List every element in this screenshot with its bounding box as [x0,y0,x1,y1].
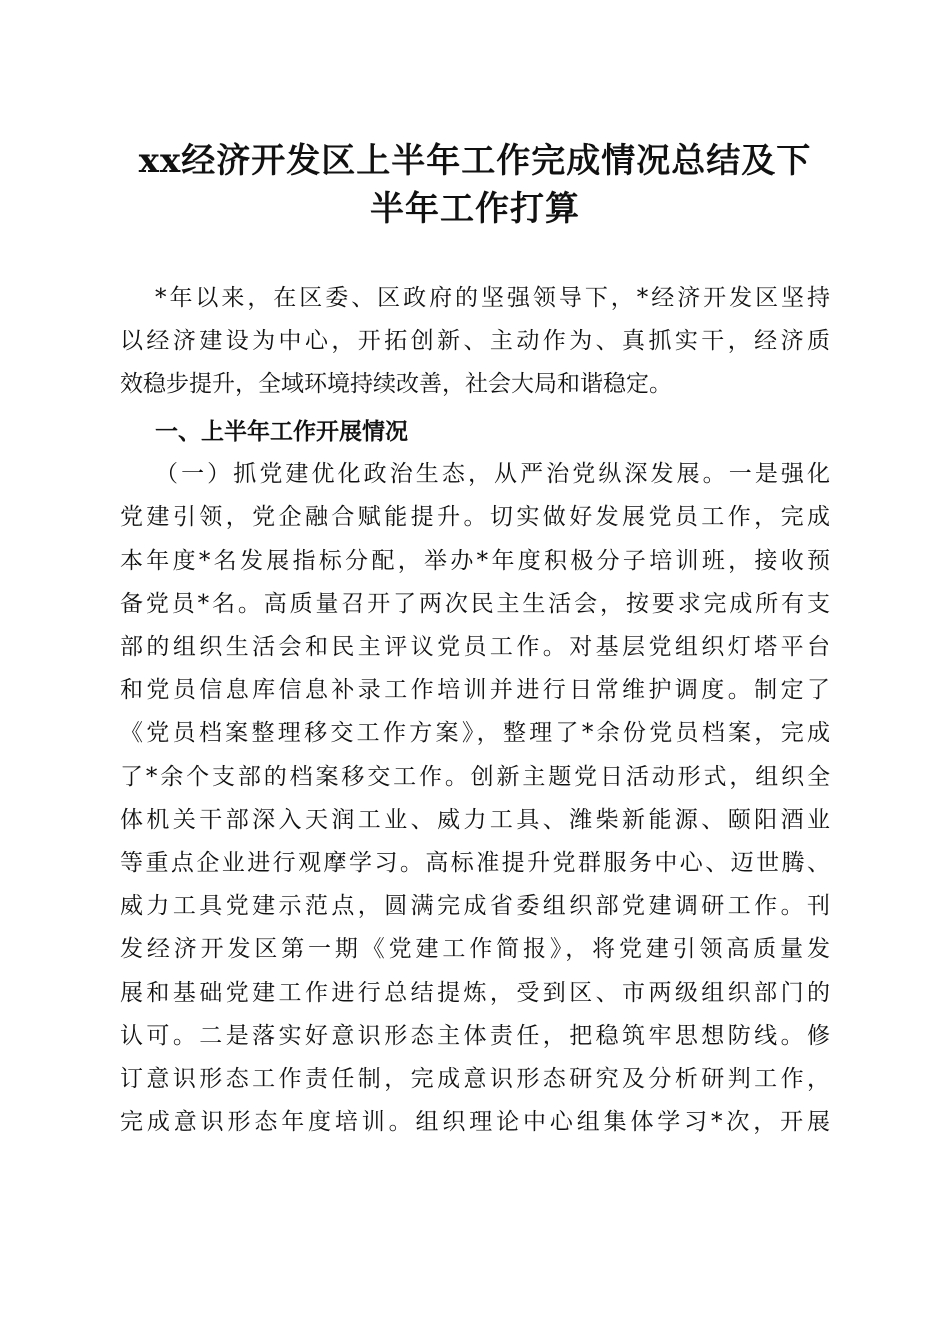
document-title-line-1: xx经济开发区上半年工作完成情况总结及下 [138,141,812,181]
body-line-10: 等重点企业进行观摩学习。高标准提升党群服务中心、迈世腾、 [120,850,830,876]
body-line-4: 备党员*名。高质量召开了两次民主生活会，按要求完成所有支 [120,591,830,617]
body-line-12: 发经济开发区第一期《党建工作简报》，将党建引领高质量发 [120,936,830,962]
body-line-5: 部的组织生活会和民主评议党员工作。对基层党组织灯塔平台 [120,634,830,660]
body-line-2: 党建引领，党企融合赋能提升。切实做好发展党员工作，完成 [120,504,830,530]
intro-line-3: 效稳步提升，全域环境持续改善，社会大局和谐稳定。 [120,371,672,397]
body-line-15: 订意识形态工作责任制，完成意识形态研究及分析研判工作， [120,1066,830,1092]
body-line-8: 了*余个支部的档案移交工作。创新主题党日活动形式，组织全 [120,764,830,790]
body-line-1: （一）抓党建优化政治生态，从严治党纵深发展。一是强化 [155,461,830,487]
body-line-3: 本年度*名发展指标分配，举办*年度积极分子培训班，接收预 [120,548,830,574]
body-line-6: 和党员信息库信息补录工作培训并进行日常维护调度。制定了 [120,677,830,703]
intro-line-2: 以经济建设为中心，开拓创新、主动作为、真抓实干，经济质 [120,328,830,354]
body-line-11: 威力工具党建示范点，圆满完成省委组织部党建调研工作。刊 [120,893,830,919]
body-line-13: 展和基础党建工作进行总结提炼，受到区、市两级组织部门的 [120,980,830,1006]
body-line-7: 《党员档案整理移交工作方案》，整理了*余份党员档案，完成 [120,720,830,746]
body-line-9: 体机关干部深入天润工业、威力工具、潍柴新能源、颐阳酒业 [120,807,830,833]
body-line-14: 认可。二是落实好意识形态主体责任，把稳筑牢思想防线。修 [120,1023,830,1049]
body-line-16: 完成意识形态年度培训。组织理论中心组集体学习*次，开展 [120,1109,830,1135]
section-1-heading: 一、上半年工作开展情况 [155,419,408,445]
document-title-line-2: 半年工作打算 [370,189,580,229]
intro-line-1: *年以来，在区委、区政府的坚强领导下，*经济开发区坚持 [155,285,830,311]
